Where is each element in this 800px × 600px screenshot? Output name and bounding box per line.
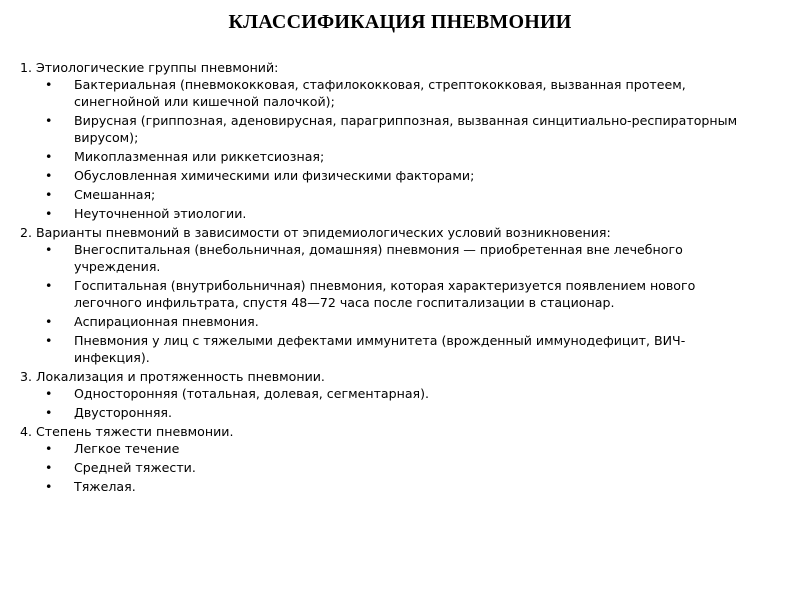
list-item xyxy=(20,186,760,203)
list-item-text: Средней тяжести. xyxy=(74,460,196,475)
section-heading: 4. Степень тяжести пневмонии. xyxy=(20,424,234,439)
bullet-list xyxy=(20,76,760,222)
bullet-icon: • xyxy=(45,314,53,329)
list-item-text: Бактериальная (пневмококковая, стафилококковая, стрептококковая, вызванная протеем, синегнойной или кишечной палочкой); xyxy=(74,77,686,109)
list-item-text: Легкое течение xyxy=(74,441,180,456)
section-3 xyxy=(20,368,760,421)
list-item-text: Госпитальная (внутрибольничная) пневмония, которая характеризуется появлением нового легочного инфильтрата, спустя 48—72 часа после госпитализации в стационар. xyxy=(74,278,696,310)
list-item xyxy=(20,332,760,366)
bullet-list xyxy=(20,385,760,421)
list-item-text: Неуточненной этиологии. xyxy=(74,206,247,221)
list-item xyxy=(20,404,760,421)
bullet-icon: • xyxy=(45,113,53,128)
list-item-text: Смешанная; xyxy=(74,187,156,202)
bullet-icon: • xyxy=(45,386,53,401)
section-heading: 2. Варианты пневмоний в зависимости от эпидемиологических условий возникновения: xyxy=(20,225,611,240)
section-heading: 3. Локализация и протяженность пневмонии. xyxy=(20,369,325,384)
list-item-text: Двусторонняя. xyxy=(74,405,173,420)
bullet-list xyxy=(20,241,760,366)
classification-list xyxy=(20,59,760,497)
list-item-text: Пневмония у лиц с тяжелыми дефектами иммунитета (врожденный иммунодефицит, ВИЧ-инфекция). xyxy=(74,333,686,365)
list-item xyxy=(20,440,760,457)
bullet-icon: • xyxy=(45,187,53,202)
list-item xyxy=(20,112,760,146)
bullet-icon: • xyxy=(45,479,53,494)
bullet-icon: • xyxy=(45,441,53,456)
list-item xyxy=(20,76,760,110)
list-item-text: Внегоспитальная (внебольничная, домашняя) пневмония — приобретенная вне лечебного учреждения. xyxy=(74,242,683,274)
bullet-icon: • xyxy=(45,242,53,257)
section-2 xyxy=(20,224,760,366)
list-item xyxy=(20,241,760,275)
list-item-text: Односторонняя (тотальная, долевая, сегментарная). xyxy=(74,386,430,401)
list-item-text: Тяжелая. xyxy=(74,479,136,494)
list-item xyxy=(20,385,760,402)
list-item xyxy=(20,205,760,222)
list-item xyxy=(20,313,760,330)
list-item xyxy=(20,148,760,165)
list-item xyxy=(20,478,760,495)
bullet-icon: • xyxy=(45,206,53,221)
list-item xyxy=(20,167,760,184)
section-heading: 1. Этиологические группы пневмоний: xyxy=(20,60,279,75)
list-item-text: Обусловленная химическими или физическими факторами; xyxy=(74,168,475,183)
bullet-icon: • xyxy=(45,149,53,164)
list-item-text: Аспирационная пневмония. xyxy=(74,314,259,329)
bullet-icon: • xyxy=(45,168,53,183)
list-item xyxy=(20,459,760,476)
list-item-text: Микоплазменная или риккетсиозная; xyxy=(74,149,325,164)
bullet-icon: • xyxy=(45,460,53,475)
bullet-icon: • xyxy=(45,405,53,420)
section-4 xyxy=(20,423,760,495)
bullet-list xyxy=(20,440,760,495)
section-1 xyxy=(20,59,760,222)
bullet-icon: • xyxy=(45,77,53,92)
bullet-icon: • xyxy=(45,333,53,348)
list-item-text: Вирусная (гриппозная, аденовирусная, парагриппозная, вызванная синцитиально-респираторным вирусом); xyxy=(74,113,738,145)
bullet-icon: • xyxy=(45,278,53,293)
list-item xyxy=(20,277,760,311)
slide-title: КЛАССИФИКАЦИЯ ПНЕВМОНИИ xyxy=(228,11,572,33)
